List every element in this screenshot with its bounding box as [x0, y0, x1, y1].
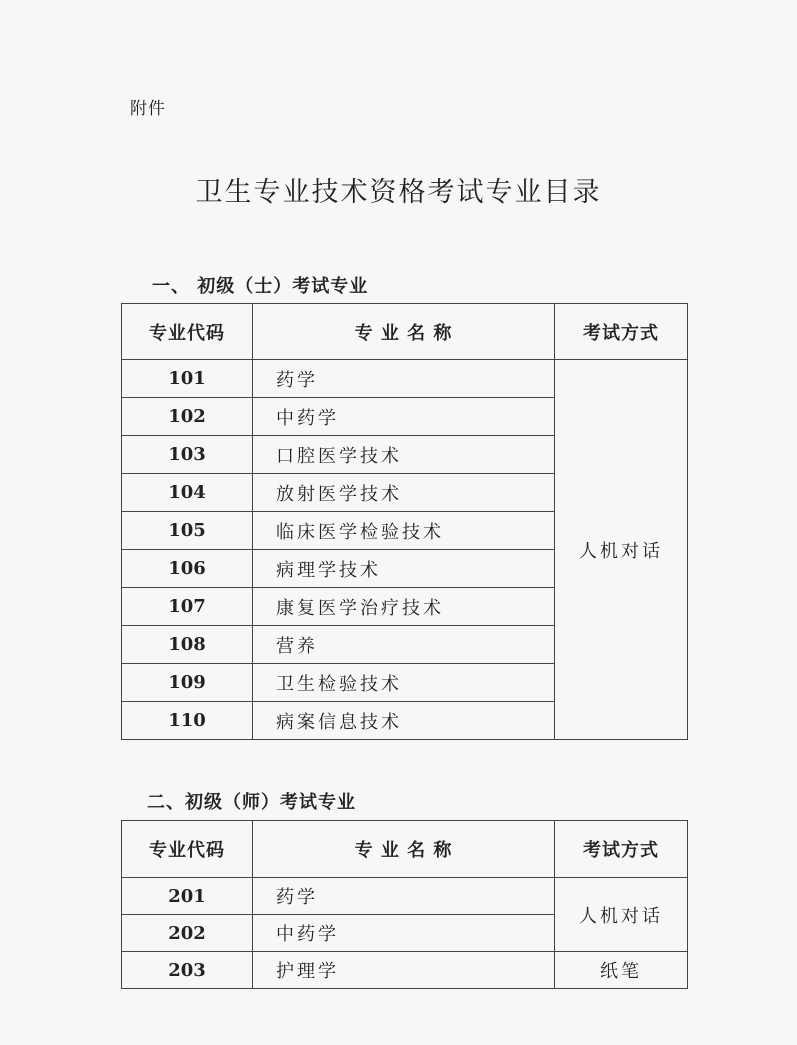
- specialty-name: 放射医学技术: [253, 474, 555, 512]
- specialty-code: 203: [122, 952, 253, 989]
- column-header-name: 专 业 名 称: [253, 821, 555, 878]
- specialty-name: 营养: [253, 626, 555, 664]
- exam-method: 纸笔: [555, 952, 688, 989]
- specialty-code: 106: [122, 550, 253, 588]
- specialty-name: 康复医学治疗技术: [253, 588, 555, 626]
- specialty-code: 102: [122, 398, 253, 436]
- table-header-row: [122, 821, 688, 878]
- specialty-code: 107: [122, 588, 253, 626]
- table-header-row: [122, 304, 688, 360]
- specialty-code: 104: [122, 474, 253, 512]
- section-heading-junior-practitioner: 二、初级（师）考试专业: [147, 792, 356, 813]
- specialty-name: 病理学技术: [253, 550, 555, 588]
- specialty-code: 201: [122, 878, 253, 915]
- section-heading-junior-technician: 一、 初级（士）考试专业: [152, 276, 369, 297]
- junior-technician-specialty-table: [121, 303, 688, 740]
- exam-method: 人机对话: [555, 878, 688, 952]
- specialty-code: 108: [122, 626, 253, 664]
- specialty-code: 109: [122, 664, 253, 702]
- exam-method: 人机对话: [555, 360, 688, 740]
- specialty-name: 中药学: [253, 915, 555, 952]
- specialty-code: 105: [122, 512, 253, 550]
- junior-practitioner-specialty-table: [121, 820, 688, 989]
- column-header-code: 专业代码: [122, 304, 253, 360]
- document-title: 卫生专业技术资格考试专业目录: [195, 177, 602, 208]
- specialty-code: 101: [122, 360, 253, 398]
- specialty-code: 110: [122, 702, 253, 740]
- specialty-name: 临床医学检验技术: [253, 512, 555, 550]
- specialty-name: 药学: [253, 878, 555, 915]
- column-header-name: 专 业 名 称: [253, 304, 555, 360]
- specialty-code: 202: [122, 915, 253, 952]
- specialty-name: 卫生检验技术: [253, 664, 555, 702]
- column-header-method: 考试方式: [555, 821, 688, 878]
- specialty-name: 护理学: [253, 952, 555, 989]
- specialty-name: 中药学: [253, 398, 555, 436]
- column-header-code: 专业代码: [122, 821, 253, 878]
- table-row: [122, 360, 688, 398]
- specialty-code: 103: [122, 436, 253, 474]
- specialty-name: 药学: [253, 360, 555, 398]
- specialty-name: 口腔医学技术: [253, 436, 555, 474]
- attachment-label: 附件: [130, 99, 166, 119]
- table-row: [122, 878, 688, 915]
- specialty-name: 病案信息技术: [253, 702, 555, 740]
- table-row: [122, 952, 688, 989]
- column-header-method: 考试方式: [555, 304, 688, 360]
